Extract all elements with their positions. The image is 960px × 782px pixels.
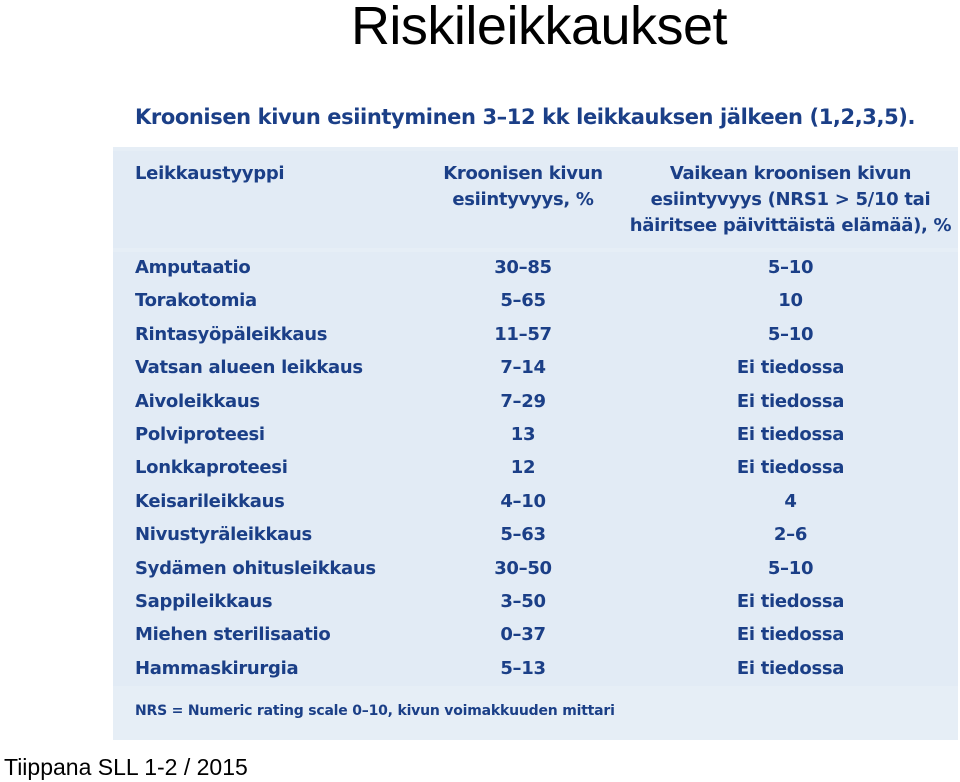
- cell-severe-chronic-pain: 5–10: [767, 257, 814, 278]
- cell-surgery-type: Lonkkaproteesi: [135, 457, 288, 479]
- cell-surgery-type: Torakotomia: [135, 290, 257, 312]
- cell-surgery-type: Miehen sterilisaatio: [135, 624, 331, 646]
- cell-severe-chronic-pain: Ei tiedossa: [736, 590, 845, 612]
- table-row: [113, 487, 958, 520]
- cell-severe-chronic-pain: Ei tiedossa: [736, 624, 845, 646]
- cell-severe-chronic-pain: 2–6: [773, 524, 808, 546]
- cell-severe-chronic-pain: Ei tiedossa: [736, 357, 845, 379]
- cell-severe-chronic-pain: Ei tiedossa: [736, 657, 845, 679]
- table-caption: Kroonisen kivun esiintyminen 3–12 kk leikkauksen jälkeen (1,2,3,5).: [135, 105, 916, 129]
- table-row: [113, 654, 958, 687]
- table-row: [113, 253, 958, 286]
- cell-chronic-pain: 7–14: [500, 357, 546, 379]
- table-rows: [113, 253, 958, 687]
- table-caption-band: [113, 95, 958, 147]
- cell-chronic-pain: 4–10: [500, 490, 546, 512]
- table-row: [113, 587, 958, 620]
- cell-surgery-type: Sydämen ohitusleikkaus: [135, 557, 376, 579]
- cell-surgery-type: Rintasyöpäleikkaus: [135, 323, 328, 345]
- cell-severe-chronic-pain: 5–10: [767, 557, 814, 579]
- table-row: [113, 387, 958, 420]
- table-row: [113, 353, 958, 386]
- cell-surgery-type: Sappileikkaus: [135, 590, 273, 612]
- cell-chronic-pain: 30–85: [494, 257, 552, 278]
- cell-surgery-type: Hammaskirurgia: [135, 657, 299, 679]
- cell-chronic-pain: 5–13: [500, 657, 546, 679]
- table-footnote: NRS = Numeric rating scale 0–10, kivun voimakkuuden mittari: [135, 703, 615, 719]
- cell-severe-chronic-pain: 5–10: [767, 323, 814, 345]
- cell-chronic-pain: 7–29: [500, 390, 546, 412]
- table-row: [113, 320, 958, 353]
- cell-chronic-pain: 5–63: [500, 524, 546, 546]
- cell-chronic-pain: 13: [510, 423, 536, 445]
- header-surgery-type: Leikkaustyyppi: [135, 163, 285, 184]
- cell-chronic-pain: 0–37: [500, 624, 546, 646]
- table-row: [113, 520, 958, 553]
- cell-severe-chronic-pain: Ei tiedossa: [736, 423, 845, 445]
- pain-table-figure: [113, 95, 958, 740]
- cell-chronic-pain: 30–50: [494, 557, 552, 579]
- table-row: [113, 286, 958, 319]
- cell-severe-chronic-pain: Ei tiedossa: [736, 457, 845, 479]
- cell-surgery-type: Vatsan alueen leikkaus: [135, 357, 363, 379]
- cell-chronic-pain: 5–65: [500, 290, 546, 312]
- header-chronic-pain-prevalence: Kroonisen kivun esiintyvyys, %: [443, 163, 603, 210]
- cell-surgery-type: Aivoleikkaus: [135, 390, 260, 412]
- cell-severe-chronic-pain: 4: [784, 490, 797, 512]
- cell-surgery-type: Amputaatio: [135, 257, 251, 278]
- header-severe-chronic-pain-prevalence: Vaikean kroonisen kivun esiintyvyys (NRS1 > 5/10 tai häiritsee päivittäistä elämää), %: [629, 163, 952, 236]
- cell-chronic-pain: 3–50: [500, 590, 546, 612]
- table-row: [113, 554, 958, 587]
- table-row: [113, 420, 958, 453]
- cell-severe-chronic-pain: Ei tiedossa: [736, 390, 845, 412]
- cell-surgery-type: Keisarileikkaus: [135, 490, 285, 512]
- table-row: [113, 620, 958, 653]
- source-citation: Tiippana SLL 1-2 / 2015: [4, 754, 248, 780]
- slide-title: Riskileikkaukset: [350, 0, 728, 56]
- cell-chronic-pain: 12: [510, 457, 536, 479]
- table-row: [113, 453, 958, 486]
- cell-chronic-pain: 11–57: [494, 323, 552, 345]
- cell-severe-chronic-pain: 10: [778, 290, 803, 312]
- cell-surgery-type: Nivustyräleikkaus: [135, 524, 312, 546]
- cell-surgery-type: Polviproteesi: [135, 423, 265, 445]
